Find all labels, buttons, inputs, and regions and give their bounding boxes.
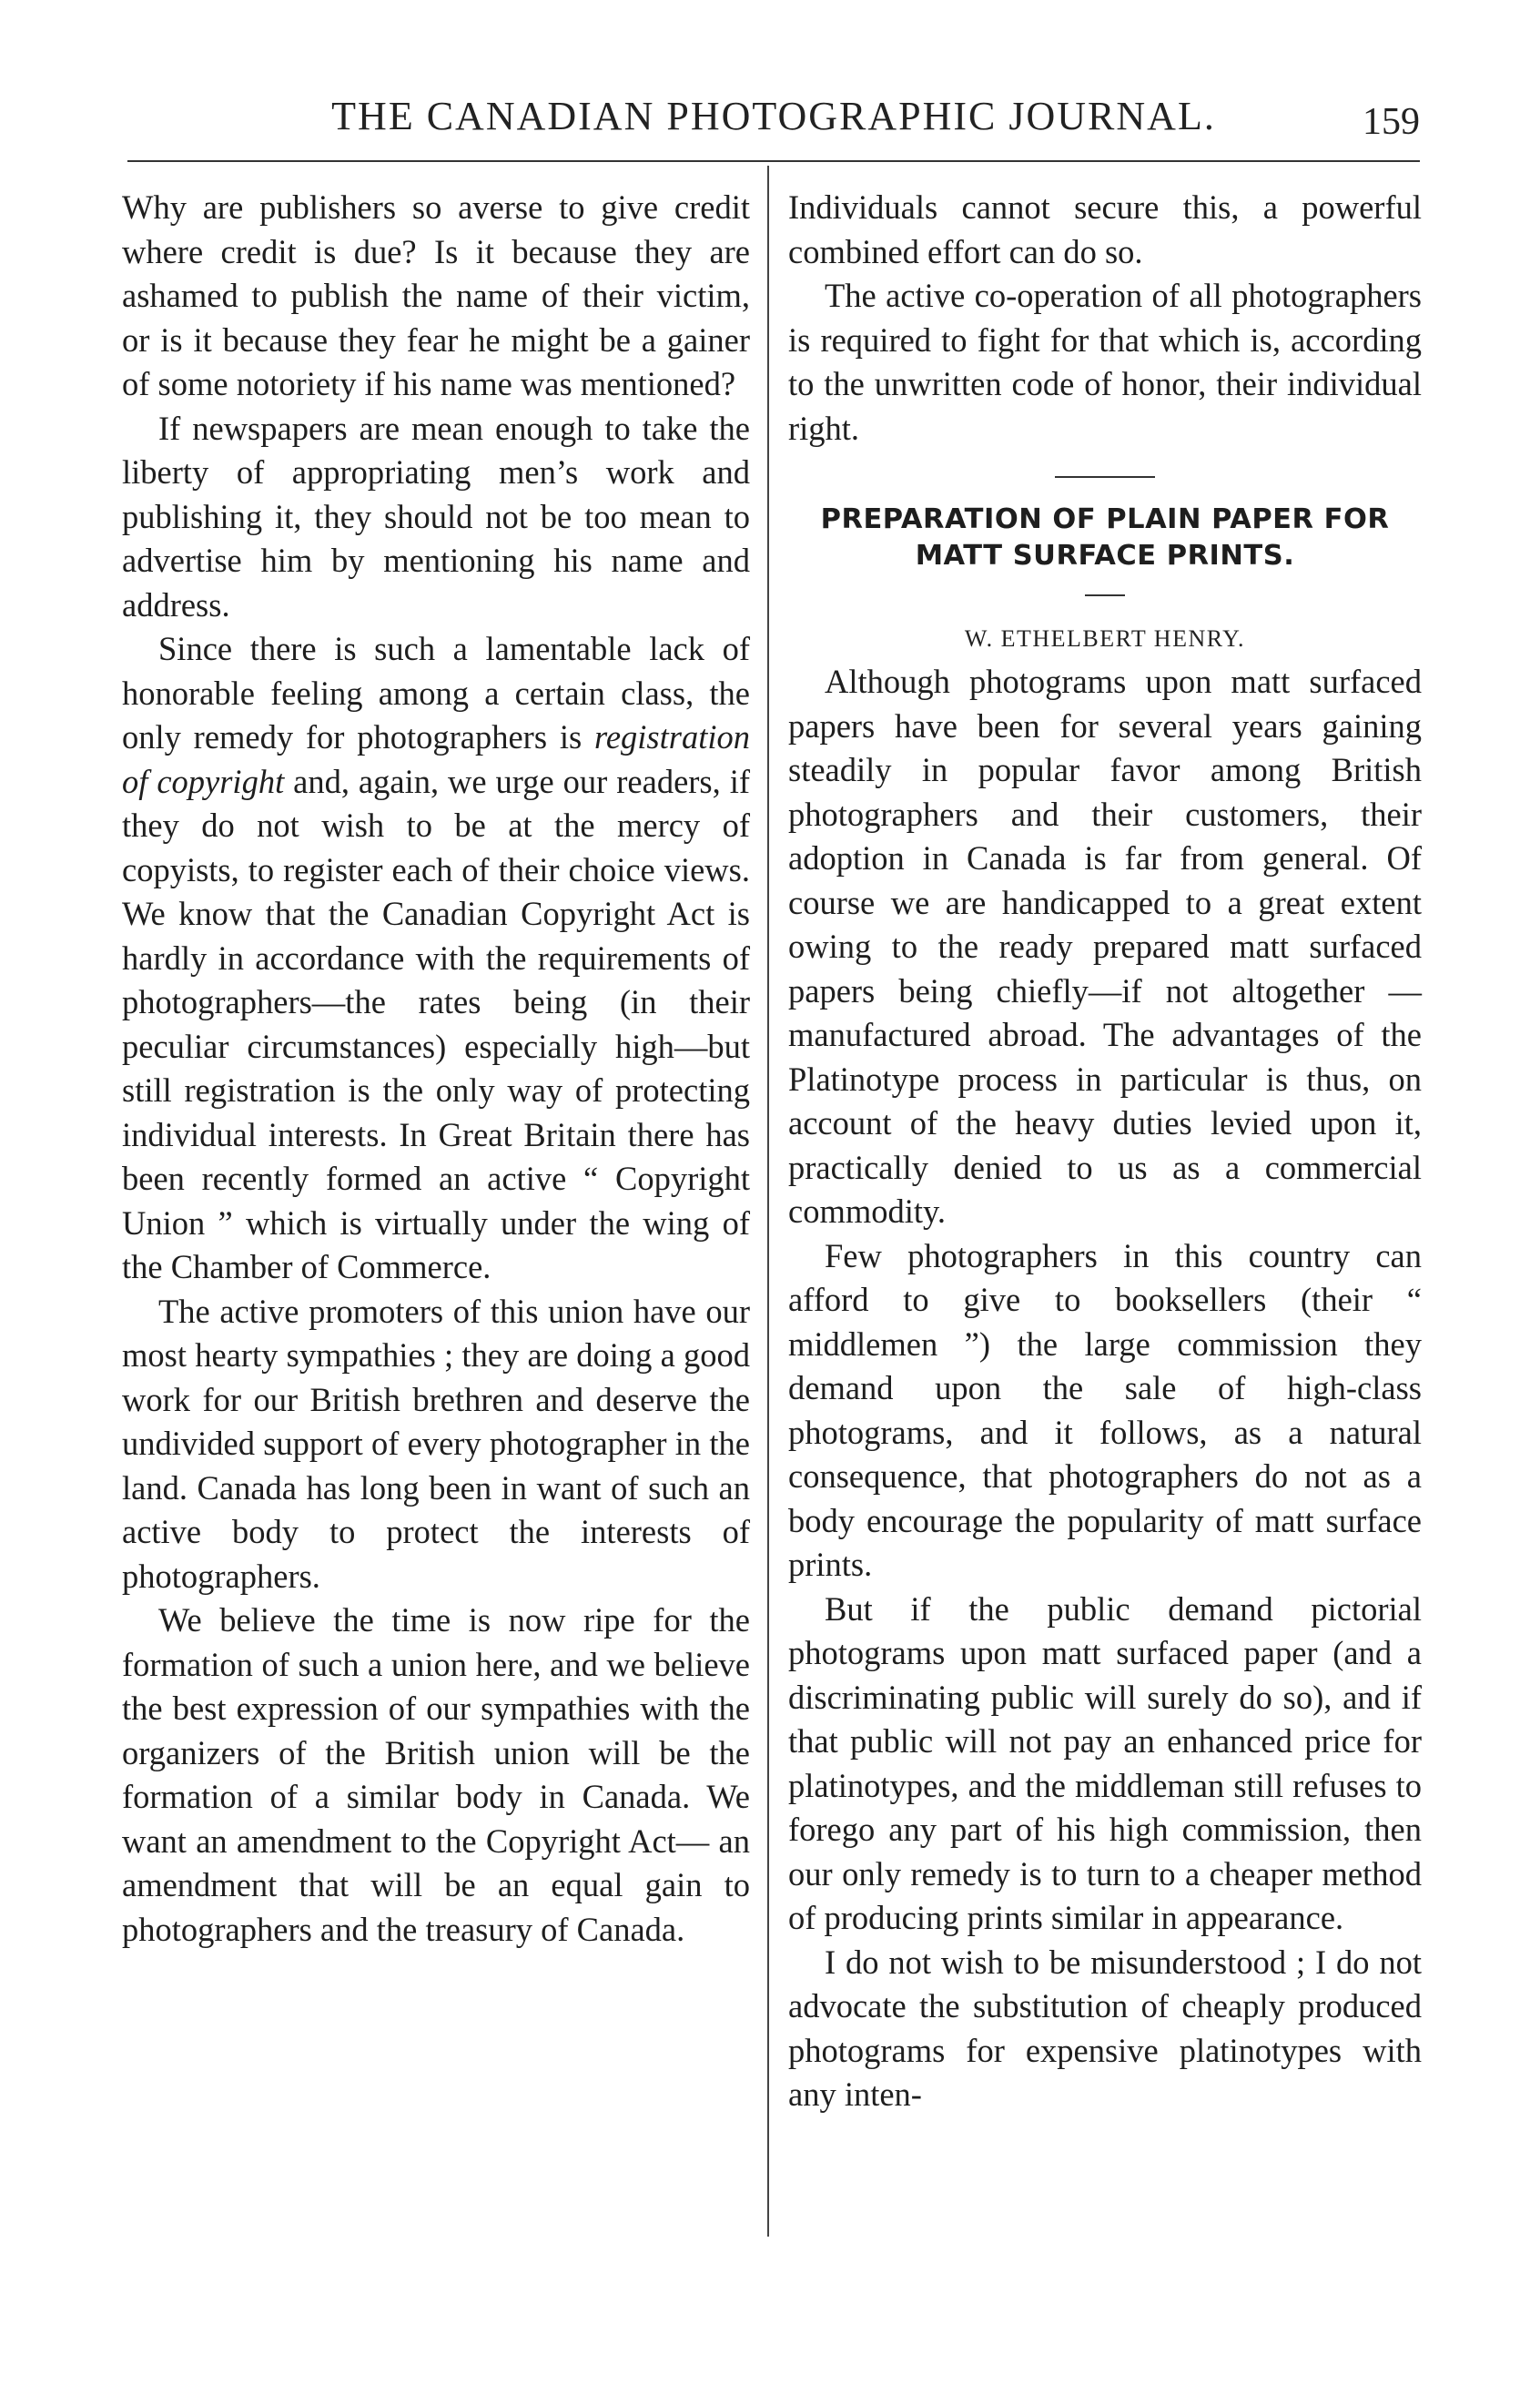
running-title: THE CANADIAN PHOTOGRAPHIC JOURNAL. — [331, 94, 1216, 138]
article-title: PREPARATION OF PLAIN PAPER FOR MATT SURFACE PRINTS. — [820, 503, 1390, 572]
title-separator — [1085, 594, 1125, 596]
page-number: 159 — [1363, 101, 1420, 143]
paragraph-booksellers: Few photographers in this country can afford to give to booksellers (their “ middlemen ”) the large commission they demand upon the sale of high-class photograms, and it follows, as a natural consequence, that photographers do not as a body encourage the popularity of matt surface prints. — [788, 1236, 1422, 1583]
paragraph-union-here: We believe the time is now ripe for the formation of such a union here, and we believe the best expression of our sympathies with the organizers of the British union will be the formation of a similar body in Canada. We want an amendment to the Copyright Act— an amendment that will be an equal gain to photographers and the treasury of Canada. — [122, 1601, 750, 1948]
paragraph-publishers-credit: Why are publishers so averse to give credit where credit is due? Is it because they are ashamed to publish the name of their victim, or is it because they fear he might be a gainer of some notoriety if his name was mentioned? — [122, 188, 750, 402]
page-header — [127, 91, 1420, 155]
section-separator — [1055, 476, 1155, 478]
paragraph-registration-rest: and, again, we urge our readers, if they do not wish to be at the mercy of copyists, to register each of their choice views. We know that the Canadian Copyright Act is hardly in accordance with the requirements of photographers—the rates being (in their peculiar circumstances) especially high—but still registration is the only way of protecting individual interests. In Great Britain there has been recently formed an active “ Copyright Union ” which is virtually under the wing of the Chamber of Commerce. — [122, 762, 750, 1285]
paragraph-misunderstood: I do not wish to be misunderstood ; I do not advocate the substitution of cheaply produced photograms for expensive platinotypes with any inten- — [788, 1943, 1422, 2113]
paragraph-promoters: The active promoters of this union have our most hearty sympathies ; they are doing a good work for our British brethren and deserve the undivided support of every photographer in the land. Canada has long been in want of such an active body to protect the interests of photographers. — [122, 1292, 750, 1595]
paragraph-newspapers: If newspapers are mean enough to take the liberty of appropriating men’s work and publishing it, they should not be too mean to advertise him by mentioning his name and address. — [122, 409, 750, 624]
paragraph-cooperation: The active co-operation of all photographers is required to fight for that which is, according to the unwritten code of honor, their individual right. — [788, 277, 1422, 447]
paragraph-individuals: Individuals cannot secure this, a powerful combined effort can do so. — [788, 188, 1422, 270]
author-byline: W. ETHELBERT HENRY. — [964, 625, 1246, 652]
paragraph-registration-start: Since there is such a lamentable lack of honorable feeling among a certain class, the only remedy for photographers is — [122, 630, 750, 756]
paragraph-matt-papers: Although photograms upon matt surfaced papers have been for several years gaining steadily in popular favor among British photographers and their customers, their adoption in Canada is far from general. Of course we are handicapped to a great extent owing to the ready prepared matt surfaced papers being chiefly—if not altogether —manufactured abroad. The advantages of the Platinotype process in particular is thus, on account of the heavy duties levied upon it, practically denied to us as a commercial commodity. — [788, 663, 1422, 1230]
registration-emphasis: registration of copyright — [122, 718, 750, 800]
left-column — [122, 186, 750, 1952]
column-divider — [767, 166, 769, 2237]
paragraph-registration — [122, 627, 750, 1290]
right-column — [788, 186, 1422, 2117]
header-rule — [127, 160, 1420, 162]
paragraph-public-demand: But if the public demand pictorial photograms upon matt surfaced paper (and a discriminating public will surely do so), and if that public will not pay an enhanced price for platinotypes, and the middleman still refuses to forego any part of his high commission, then our only remedy is to turn to a cheaper method of producing prints similar in appearance. — [788, 1589, 1422, 1936]
